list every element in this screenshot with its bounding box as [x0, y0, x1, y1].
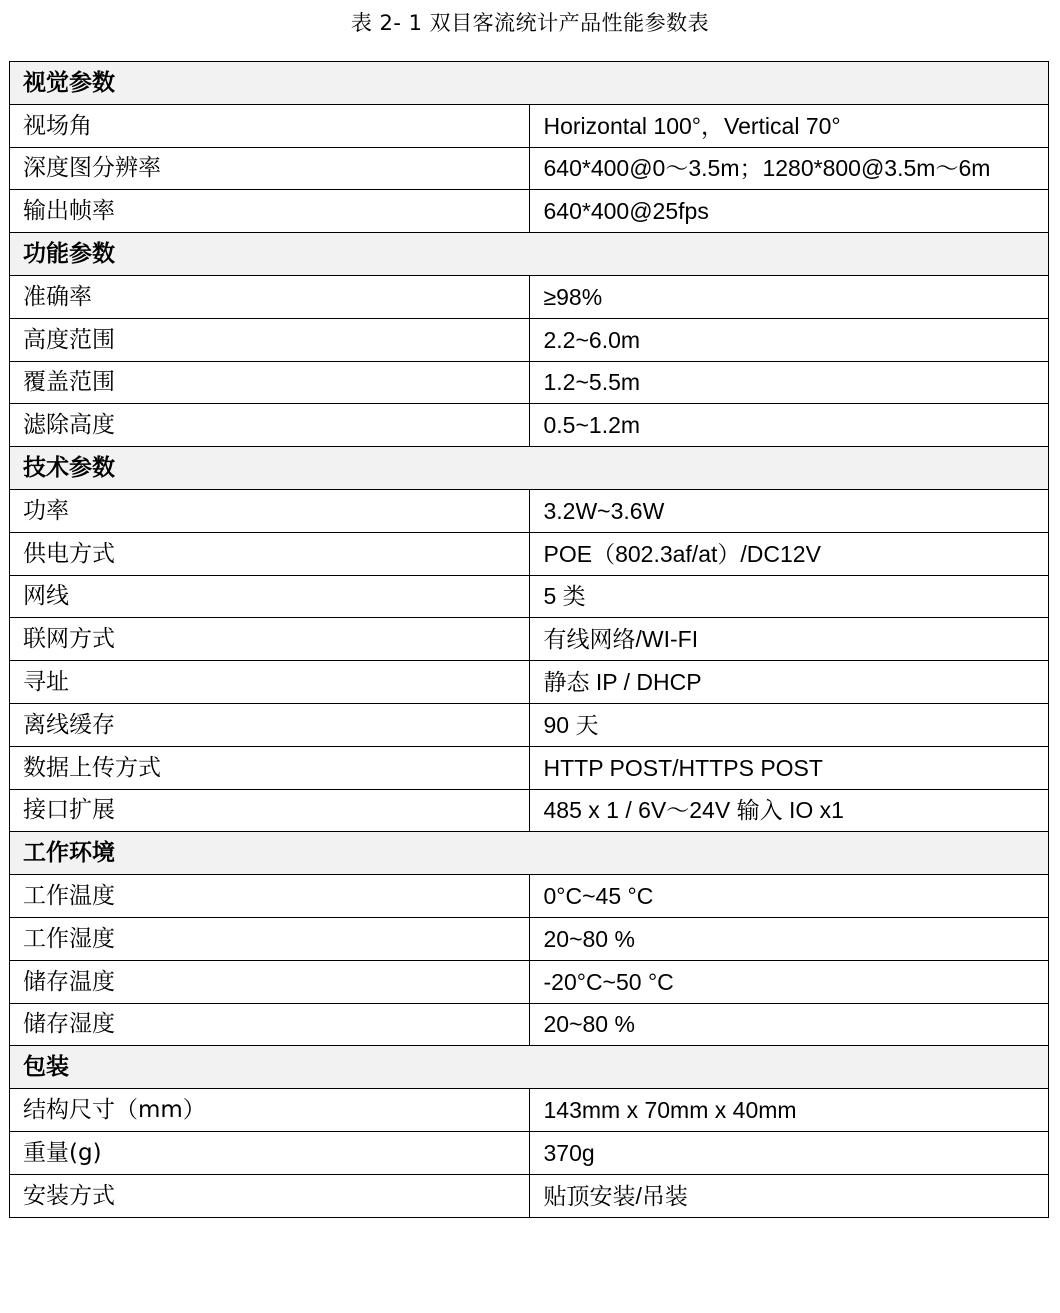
param-label: 结构尺寸（mm） — [10, 1089, 530, 1132]
param-label: 数据上传方式 — [10, 746, 530, 789]
table-row — [10, 489, 1049, 532]
param-value: 640*400@25fps — [529, 190, 1049, 233]
table-row — [10, 147, 1049, 190]
param-label: 覆盖范围 — [10, 361, 530, 404]
table-row — [10, 661, 1049, 704]
param-label: 供电方式 — [10, 532, 530, 575]
table-row — [10, 575, 1049, 618]
param-label: 安装方式 — [10, 1174, 530, 1217]
param-value: 0°C~45 °C — [529, 875, 1049, 918]
param-label: 储存湿度 — [10, 1003, 530, 1046]
param-label: 准确率 — [10, 275, 530, 318]
param-label: 寻址 — [10, 661, 530, 704]
param-value: Horizontal 100°，Vertical 70° — [529, 104, 1049, 147]
table-row — [10, 875, 1049, 918]
table-row — [10, 1089, 1049, 1132]
param-value: 1.2~5.5m — [529, 361, 1049, 404]
param-value: 640*400@0～3.5m；1280*800@3.5m～6m — [529, 147, 1049, 190]
table-row — [10, 104, 1049, 147]
table-row — [10, 1174, 1049, 1217]
param-value: 20~80 % — [529, 917, 1049, 960]
table-row — [10, 361, 1049, 404]
param-label: 功率 — [10, 489, 530, 532]
table-row — [10, 1003, 1049, 1046]
param-label: 重量(g) — [10, 1131, 530, 1174]
param-value: 贴顶安装/吊装 — [529, 1174, 1049, 1217]
table-row — [10, 318, 1049, 361]
param-value: POE（802.3af/at）/DC12V — [529, 532, 1049, 575]
table-row — [10, 917, 1049, 960]
param-label: 高度范围 — [10, 318, 530, 361]
table-row — [10, 746, 1049, 789]
table-row — [10, 789, 1049, 832]
param-label: 储存温度 — [10, 960, 530, 1003]
section-title: 包装 — [10, 1046, 1049, 1089]
param-value: 静态 IP / DHCP — [529, 661, 1049, 704]
table-row — [10, 1131, 1049, 1174]
param-value: 有线网络/WI-FI — [529, 618, 1049, 661]
param-value: 485 x 1 / 6V～24V 输入 IO x1 — [529, 789, 1049, 832]
param-value: 3.2W~3.6W — [529, 489, 1049, 532]
section-header-row — [10, 832, 1049, 875]
section-header-row — [10, 62, 1049, 105]
param-label: 联网方式 — [10, 618, 530, 661]
param-value: 143mm x 70mm x 40mm — [529, 1089, 1049, 1132]
param-label: 深度图分辨率 — [10, 147, 530, 190]
section-header-row — [10, 1046, 1049, 1089]
table-row — [10, 703, 1049, 746]
param-label: 输出帧率 — [10, 190, 530, 233]
spec-table — [9, 61, 1049, 1218]
table-row — [10, 404, 1049, 447]
param-label: 视场角 — [10, 104, 530, 147]
param-label: 工作温度 — [10, 875, 530, 918]
section-title: 技术参数 — [10, 447, 1049, 490]
table-row — [10, 618, 1049, 661]
section-title: 功能参数 — [10, 233, 1049, 276]
table-row — [10, 532, 1049, 575]
section-header-row — [10, 233, 1049, 276]
param-value: 2.2~6.0m — [529, 318, 1049, 361]
param-value: -20°C~50 °C — [529, 960, 1049, 1003]
section-title: 工作环境 — [10, 832, 1049, 875]
section-title: 视觉参数 — [10, 62, 1049, 105]
table-row — [10, 275, 1049, 318]
table-caption: 表 2- 1 双目客流统计产品性能参数表 — [350, 11, 710, 35]
param-value: 90 天 — [529, 703, 1049, 746]
param-value: 0.5~1.2m — [529, 404, 1049, 447]
section-header-row — [10, 447, 1049, 490]
param-label: 离线缓存 — [10, 703, 530, 746]
param-value: 5 类 — [529, 575, 1049, 618]
param-label: 接口扩展 — [10, 789, 530, 832]
param-value: 20~80 % — [529, 1003, 1049, 1046]
param-label: 滤除高度 — [10, 404, 530, 447]
param-value: ≥98% — [529, 275, 1049, 318]
param-label: 工作湿度 — [10, 917, 530, 960]
param-value: HTTP POST/HTTPS POST — [529, 746, 1049, 789]
param-value: 370g — [529, 1131, 1049, 1174]
table-row — [10, 190, 1049, 233]
param-label: 网线 — [10, 575, 530, 618]
table-row — [10, 960, 1049, 1003]
